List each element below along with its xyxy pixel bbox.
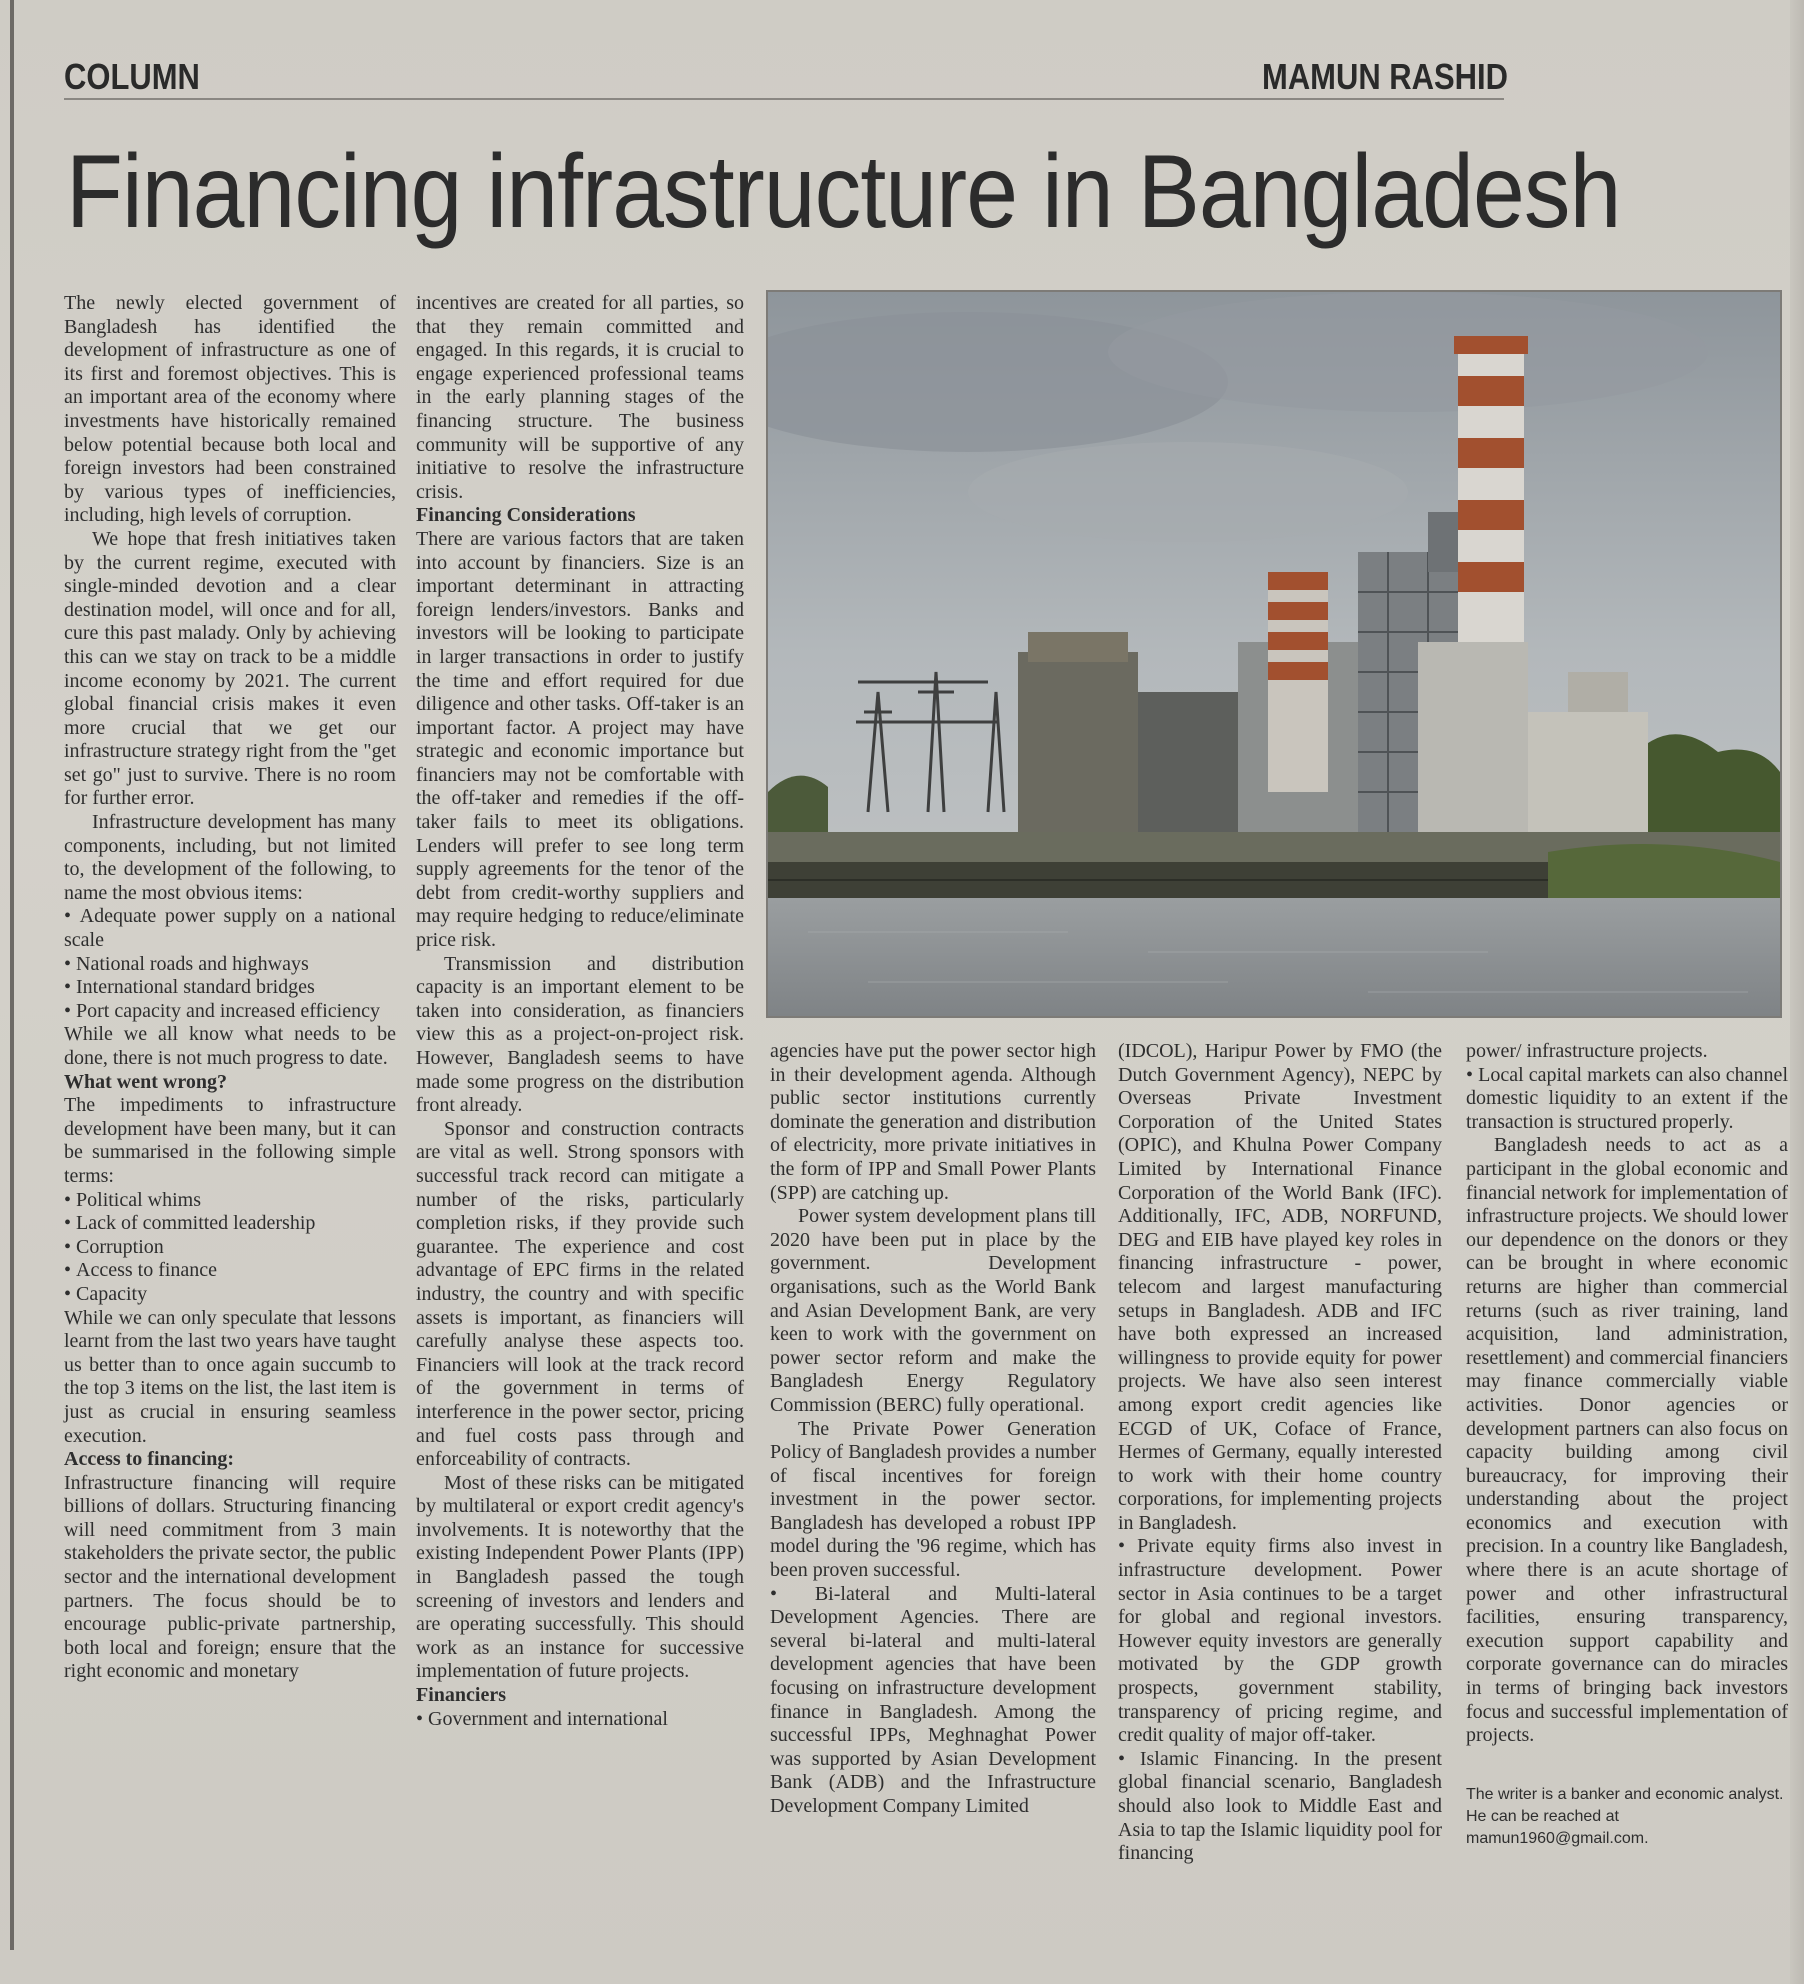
paragraph: The impediments to infrastructure development have been many, but it can be summarised in the following simple terms: (64, 1094, 396, 1187)
page-fold-shadow (1790, 0, 1804, 1984)
paragraph: We hope that fresh initiatives taken by the current regime, executed with single-minded devotion and a clear destination model, will once and for all, cure this past malady. Only by achieving this can we stay on track to be a middle income economy by 2021. The current global financial crisis makes it even more crucial that we get our infrastructure strategy right from the "get set go" just to survive. There is no room for further error. (64, 527, 396, 810)
bullet-item: • Bi-lateral and Multi-lateral Development Agencies. There are several bi-lateral and multi-lateral development agencies that have been focusing on infrastructure development finance in Bangladesh. Among the successful IPPs, Meghnaghat Power was supported by Asian Development Bank (ADB) and the Infrastructure Development Company Limited (770, 1583, 1096, 1819)
article-headline: Financing infrastructure in Bangladesh (66, 134, 1621, 250)
bullet-item: • Political whims (64, 1189, 396, 1213)
paragraph: The Private Power Generation Policy of Bangladesh provides a number of fiscal incentives for foreign investment in the power sector. Bangladesh has developed a robust IPP model during the '96 regime, which has been proven successful. (770, 1417, 1096, 1582)
section-kicker: COLUMN (64, 56, 200, 97)
author-byline: MAMUN RASHID (1262, 56, 1508, 97)
bullet-item: • Capacity (64, 1283, 396, 1307)
small-chimney (1268, 572, 1328, 792)
paragraph: While we can only speculate that lessons learnt from the last two years have taught us better than to once again succumb to the top 3 items on the list, the last item is just as crucial in ensuring seamless execution. (64, 1306, 396, 1447)
paragraph: Transmission and distribution capacity is an important element to be taken into consideration, as financiers view this as a project-on-project risk. However, Bangladesh seems to have made some progress on the distribution front already. (416, 952, 744, 1117)
bullet-item: • Private equity firms also invest in infrastructure development. Power sector in Asia continues to be a target for global and regional investors. However equity investors are generally motivated by the GDP growth prospects, government stability, transparency of pricing regime, and credit quality of major off-taker. (1118, 1535, 1442, 1747)
paragraph: Sponsor and construction contracts are vital as well. Strong sponsors with successful track record can mitigate a number of the risks, particularly completion risks, if they provide such guarantee. The experience and cost advantage of EPC firms in the related industry, the country and with specific assets is important, as financiers will carefully analyse these aspects too. Financiers will look at the track record of the government in terms of interference in the power sector, pricing and fuel costs pass through and enforceability of contracts. (416, 1117, 744, 1471)
plant-building (1018, 652, 1138, 852)
bullet-item: • Government and international (416, 1708, 744, 1732)
paragraph: While we all know what needs to be done, there is not much progress to date. (64, 1023, 396, 1069)
bullet-item: • Local capital markets can also channel domestic liquidity to an extent if the transaction is structured properly. (1466, 1064, 1788, 1135)
author-note: The writer is a banker and economic analyst. He can be reached at mamun1960@gmail.com. (1466, 1785, 1784, 1847)
subheading: What went wrong? (64, 1070, 227, 1093)
paragraph: Infrastructure development has many components, including, but not limited to, the development of the following, to name the most obvious items: (64, 811, 396, 904)
paragraph: The newly elected government of Bangladesh has identified the development of infrastructure as one of its first and foremost objectives. This is an important area of the economy where investments have historically remained below potential because both local and foreign investors had been constrained by various types of inefficiencies, including, high levels of corruption. (64, 292, 396, 527)
article-column-2 (416, 292, 744, 1731)
paragraph: Bangladesh needs to act as a participant in the global economic and financial network for implementation of infrastructure projects. We should lower our dependence on the donors or they can be brought in where economic returns are higher than commercial returns (such as river training, land acquisition, land administration, resettlement) and commercial financiers may finance commercially viable activities. Donor agencies or development partners can also focus on capacity building among civil bureaucracy, for improving their understanding about the project economics and execution with precision. In a country like Bangladesh, where there is an acute shortage of power and other infrastructural facilities, ensuring transparency, execution support capability and corporate governance can do miracles in terms of bringing back investors focus and successful implementation of projects. (1466, 1134, 1788, 1747)
bullet-item: • Corruption (64, 1236, 396, 1260)
power-plant-illustration (768, 292, 1780, 1016)
bullet-item: • Access to finance (64, 1259, 396, 1283)
bullet-item: • Lack of committed leadership (64, 1212, 396, 1236)
article-column-5 (1466, 1040, 1788, 1850)
bullet-item: • Adequate power supply on a national scale (64, 905, 396, 952)
paragraph: agencies have put the power sector high in their development agenda. Although public sector institutions currently dominate the generation and distribution of electricity, more private initiatives in the form of IPP and Small Power Plants (SPP) are catching up. (770, 1040, 1096, 1204)
paragraph: power/ infrastructure projects. (1466, 1040, 1708, 1062)
paragraph: (IDCOL), Haripur Power by FMO (the Dutch Government Agency), NEPC by Overseas Private Investment Corporation of the United States (OPIC), and Khulna Power Company Limited by International Finance Corporation of the World Bank (IFC). Additionally, IFC, ADB, NORFUND, DEG and EIB have played key roles in financing infrastructure - power, telecom and largest manufacturing setups in Bangladesh. ADB and IFC have both expressed an increased willingness to provide equity for power projects. We have also seen interest among export credit agencies like ECGD of UK, Coface of France, Hermes of Germany, equally interested to work with their home country corporations, for implementing projects in Bangladesh. (1118, 1040, 1442, 1534)
bullet-item: • Islamic Financing. In the present global financial scenario, Bangladesh should also look to Middle East and Asia to tap the Islamic liquidity pool for financing (1118, 1748, 1442, 1866)
subheading: Financing Considerations (416, 504, 636, 527)
paragraph: Most of these risks can be mitigated by multilateral or export credit agency's involvements. It is noteworthy that the existing Independent Power Plants (IPP) in Bangladesh passed the tough screening of investors and lenders and are operating successfully. This should work as an instance for successive implementation of future projects. (416, 1471, 744, 1683)
article-column-3 (770, 1040, 1096, 1819)
article-column-1 (64, 292, 396, 1684)
subheading: Access to financing: (64, 1448, 234, 1471)
bullet-item: • Port capacity and increased efficiency (64, 1000, 396, 1024)
river-water (768, 898, 1780, 1016)
paragraph: Infrastructure financing will require billions of dollars. Structuring financing will need commitment from 3 main stakeholders the private sector, the public sector and the international development partners. The focus should be to encourage public-private partnership, both local and foreign; ensure that the right economic and monetary (64, 1471, 396, 1683)
bullet-item: • International standard bridges (64, 976, 396, 1000)
power-plant-photo (766, 290, 1782, 1018)
subheading: Financiers (416, 1684, 506, 1707)
article-column-4 (1118, 1040, 1442, 1866)
paragraph: incentives are created for all parties, so that they remain committed and engaged. In this regards, it is crucial to engage experienced professional teams in the early planning stages of the financing structure. The business community will be supportive of any initiative to resolve the infrastructure crisis. (416, 292, 744, 503)
bullet-item: • National roads and highways (64, 953, 396, 977)
header-rule (64, 98, 1504, 100)
paragraph: There are various factors that are taken into account by financiers. Size is an important determinant in attracting foreign lenders/investors. Banks and investors will be looking to participate in larger transactions in order to justify the time and effort required for due diligence and other tasks. Off-taker is an important factor. A project may have strategic and economic importance but financiers may not be comfortable with the off-taker and remedies if the off-taker fails to meet its obligations. Lenders will prefer to see long term supply agreements for the tenor of the debt from credit-worthy suppliers and may require hedging to reduce/eliminate price risk. (416, 527, 744, 952)
paragraph: Power system development plans till 2020 have been put in place by the government. Development organisations, such as the World Bank and Asian Development Bank, are very keen to work with the government on power sector reform and make the Bangladesh Energy Regulatory Commission (BERC) fully operational. (770, 1205, 1096, 1416)
page-edge-rule (10, 0, 14, 1950)
